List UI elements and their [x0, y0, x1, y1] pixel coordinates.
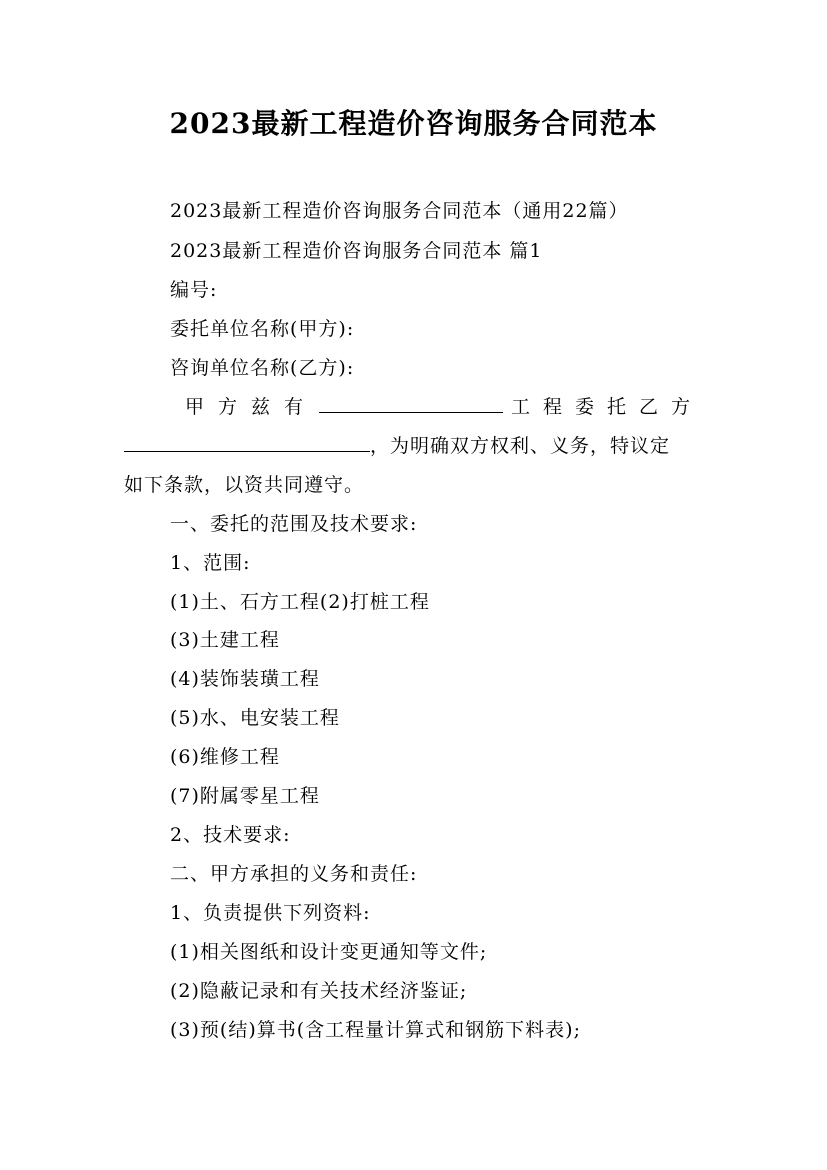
list-item: (3)预(结)算书(含工程量计算式和钢筋下料表); — [170, 1019, 581, 1041]
contract-number-label: 编号: — [170, 279, 218, 301]
section-heading: 2023最新工程造价咨询服务合同范本 篇1 — [170, 240, 543, 262]
paragraph-line2-text: ，为明确双方权利、义务，特议定 — [370, 435, 671, 457]
consultant-name-label: 咨询单位名称(乙方): — [170, 357, 355, 379]
project-name-blank — [319, 394, 503, 413]
list-item: 2、技术要求: — [170, 824, 291, 846]
list-item: (5)水、电安装工程 — [170, 707, 340, 729]
list-item: (3)土建工程 — [170, 629, 280, 651]
paragraph-line-1 — [185, 394, 703, 420]
subtitle-line: 2023最新工程造价咨询服务合同范本（通用22篇） — [170, 200, 629, 222]
list-item: (1)土、石方工程(2)打桩工程 — [170, 591, 430, 613]
list-item: 一、委托的范围及技术要求: — [170, 513, 418, 535]
list-item: (6)维修工程 — [170, 746, 280, 768]
list-item: (7)附属零星工程 — [170, 785, 320, 807]
paragraph-line-2 — [124, 433, 670, 459]
client-name-label: 委托单位名称(甲方): — [170, 318, 355, 340]
paragraph-line1-start: 甲方兹有 — [185, 396, 318, 418]
list-item: (4)装饰装璜工程 — [170, 668, 320, 690]
list-item: 1、范围: — [170, 552, 251, 574]
list-item: 1、负责提供下列资料: — [170, 902, 371, 924]
paragraph-line1-end: 工程委托乙方 — [510, 396, 703, 418]
list-item: (1)相关图纸和设计变更通知等文件; — [170, 941, 488, 963]
paragraph-line-3: 如下条款，以资共同遵守。 — [124, 474, 365, 496]
document-title: 2023最新工程造价咨询服务合同范本 — [169, 107, 658, 140]
consultant-blank — [124, 433, 370, 452]
list-item: (2)隐蔽记录和有关技术经济鉴证; — [170, 980, 468, 1002]
list-item: 二、甲方承担的义务和责任: — [170, 863, 418, 885]
